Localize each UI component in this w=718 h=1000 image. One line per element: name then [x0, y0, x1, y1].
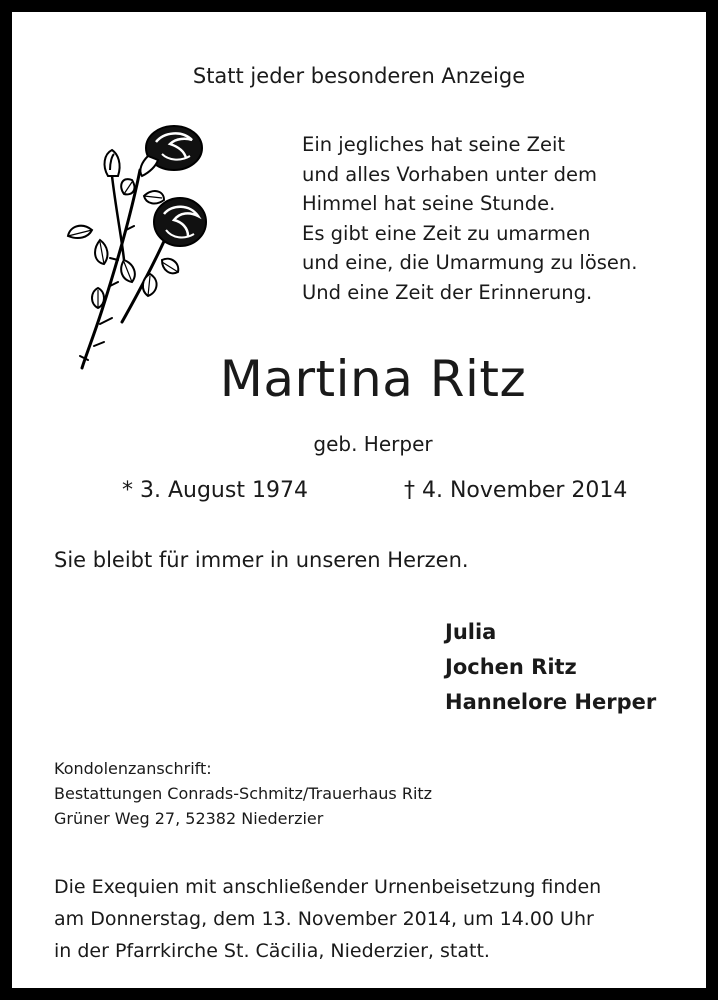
birth-date: * 3. August 1974	[122, 478, 308, 503]
funeral-line: am Donnerstag, dem 13. November 2014, um 14.00 Uhr	[54, 908, 594, 930]
condolence-line: Bestattungen Conrads-Schmitz/Trauerhaus Ritz	[54, 784, 433, 803]
poem-line: Es gibt eine Zeit zu umarmen	[302, 221, 591, 245]
poem-line: und alles Vorhaben unter dem	[302, 162, 598, 186]
mourner-name: Julia	[445, 620, 497, 644]
deceased-name: Martina Ritz	[219, 350, 527, 408]
mourner-name: Hannelore Herper	[445, 690, 657, 714]
maiden-name: geb. Herper	[313, 432, 433, 456]
poem-line: Ein jegliches hat seine Zeit	[302, 133, 566, 156]
poem-line: Himmel hat seine Stunde.	[302, 192, 556, 215]
mourner-name: Jochen Ritz	[445, 655, 577, 679]
poem-line: und eine, die Umarmung zu lösen.	[302, 251, 638, 274]
condolence-address	[54, 756, 432, 831]
memorial-motto: Sie bleibt für immer in unseren Herzen.	[54, 548, 469, 572]
death-date: † 4. November 2014	[404, 478, 628, 503]
mourners-list	[445, 615, 656, 720]
poem-line: Und eine Zeit der Erinnerung.	[302, 280, 593, 304]
notice-heading: Statt jeder besonderen Anzeige	[192, 64, 526, 88]
condolence-line: Kondolenzanschrift:	[54, 759, 212, 778]
roses-illustration-icon	[52, 110, 212, 372]
funeral-details	[54, 871, 601, 967]
funeral-line: Die Exequien mit anschließender Urnenbeisetzung finden	[54, 876, 602, 898]
condolence-line: Grüner Weg 27, 52382 Niederzier	[54, 809, 324, 828]
funeral-line: in der Pfarrkirche St. Cäcilia, Niederzier, statt.	[54, 940, 490, 962]
poem	[302, 130, 638, 307]
